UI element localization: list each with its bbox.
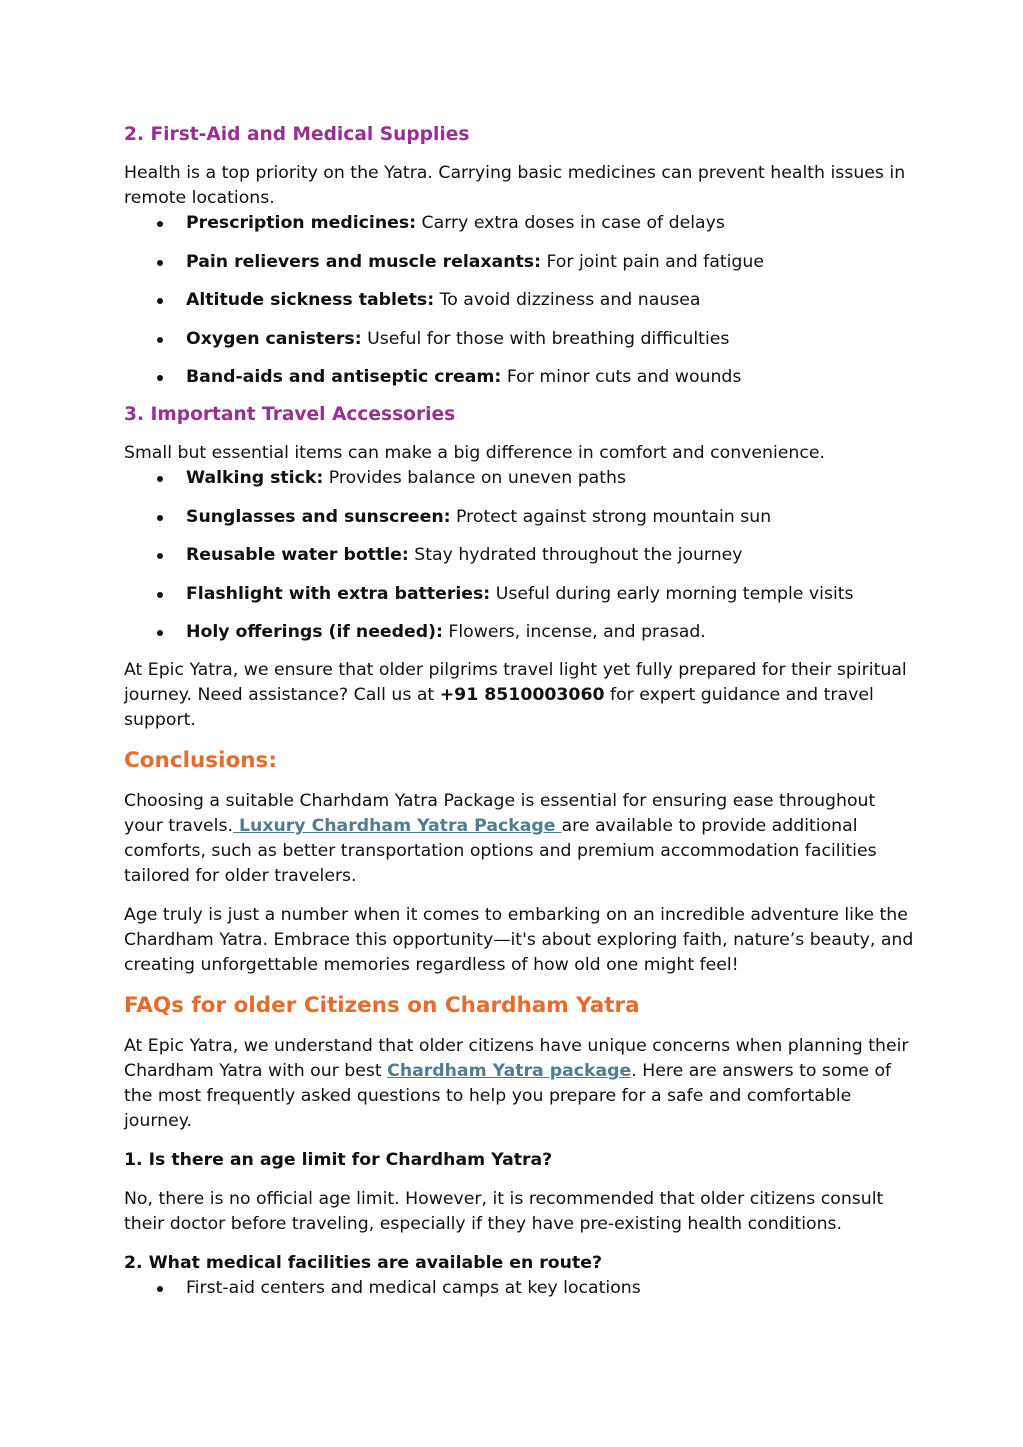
faq-question-1: 1. Is there an age limit for Chardham Yatra? xyxy=(124,1150,553,1170)
list-item: First-aid centers and medical camps at key locations xyxy=(124,1276,914,1301)
list-item: Holy offerings (if needed): Flowers, incense, and prasad. xyxy=(124,620,914,645)
bullet-icon xyxy=(157,630,163,636)
section-intro-first-aid: Health is a top priority on the Yatra. Carrying basic medicines can prevent health issues in remote locations. xyxy=(124,163,906,208)
conclusions-paragraph-2: Age truly is just a number when it comes to embarking on an incredible adventure like the Chardham Yatra. Embrace this opportunity—it's about exploring faith, nature’s beauty, and creating unforgettable memories regardless of how old one might feel! xyxy=(124,905,914,975)
faqs-intro: At Epic Yatra, we understand that older citizens have unique concerns when planning their Chardham Yatra with our best Chardham Yatra package. Here are answers to some of the most frequently asked questions to help you prepare for a safe and comfortable journey. xyxy=(124,1036,909,1131)
bullet-icon xyxy=(157,592,163,598)
luxury-chardham-package-link[interactable]: Luxury Chardham Yatra Package xyxy=(232,816,562,836)
list-item: Band-aids and antiseptic cream: For minor cuts and wounds xyxy=(124,365,914,390)
bullet-icon xyxy=(157,553,163,559)
section-heading-travel-accessories: 3. Important Travel Accessories xyxy=(124,404,456,425)
bullet-icon xyxy=(157,337,163,343)
list-item: Oxygen canisters: Useful for those with breathing difficulties xyxy=(124,327,914,352)
bullet-icon xyxy=(157,298,163,304)
faqs-heading: FAQs for older Citizens on Chardham Yatra xyxy=(124,993,640,1018)
conclusions-heading: Conclusions: xyxy=(124,748,277,773)
list-item: Prescription medicines: Carry extra doses in case of delays xyxy=(124,211,914,236)
phone-number: +91 8510003060 xyxy=(439,685,605,705)
first-aid-list xyxy=(124,211,914,390)
list-item: Walking stick: Provides balance on uneven paths xyxy=(124,466,914,491)
faq-answer-2-list xyxy=(124,1276,914,1301)
bullet-icon xyxy=(157,260,163,266)
list-item: Flashlight with extra batteries: Useful during early morning temple visits xyxy=(124,582,914,607)
list-item: Pain relievers and muscle relaxants: For joint pain and fatigue xyxy=(124,250,914,275)
bullet-icon xyxy=(157,1286,163,1292)
bullet-icon xyxy=(157,515,163,521)
section-heading-first-aid: 2. First-Aid and Medical Supplies xyxy=(124,124,470,145)
travel-accessories-list xyxy=(124,466,914,645)
chardham-package-link[interactable]: Chardham Yatra package xyxy=(387,1061,632,1081)
list-item: Reusable water bottle: Stay hydrated throughout the journey xyxy=(124,543,914,568)
list-item: Sunglasses and sunscreen: Protect against strong mountain sun xyxy=(124,505,914,530)
conclusions-paragraph-1: Choosing a suitable Charhdam Yatra Package is essential for ensuring ease throughout your travels. Luxury Chardham Yatra Package are available to provide additional comforts, such as better transportation options and premium accommodation facilities tailored for older travelers. xyxy=(124,791,877,886)
list-item: Altitude sickness tablets: To avoid dizziness and nausea xyxy=(124,288,914,313)
bullet-icon xyxy=(157,221,163,227)
bullet-icon xyxy=(157,476,163,482)
faq-question-2: 2. What medical facilities are available en route? xyxy=(124,1253,602,1273)
faq-answer-1: No, there is no official age limit. However, it is recommended that older citizens consult their doctor before traveling, especially if they have pre-existing health conditions. xyxy=(124,1189,884,1234)
bullet-icon xyxy=(157,375,163,381)
document-content xyxy=(124,122,914,1301)
section-intro-travel-accessories: Small but essential items can make a big difference in comfort and convenience. xyxy=(124,443,825,463)
assistance-paragraph: At Epic Yatra, we ensure that older pilgrims travel light yet fully prepared for their spiritual journey. Need assistance? Call us at +91 8510003060 for expert guidance and travel support. xyxy=(124,660,907,730)
